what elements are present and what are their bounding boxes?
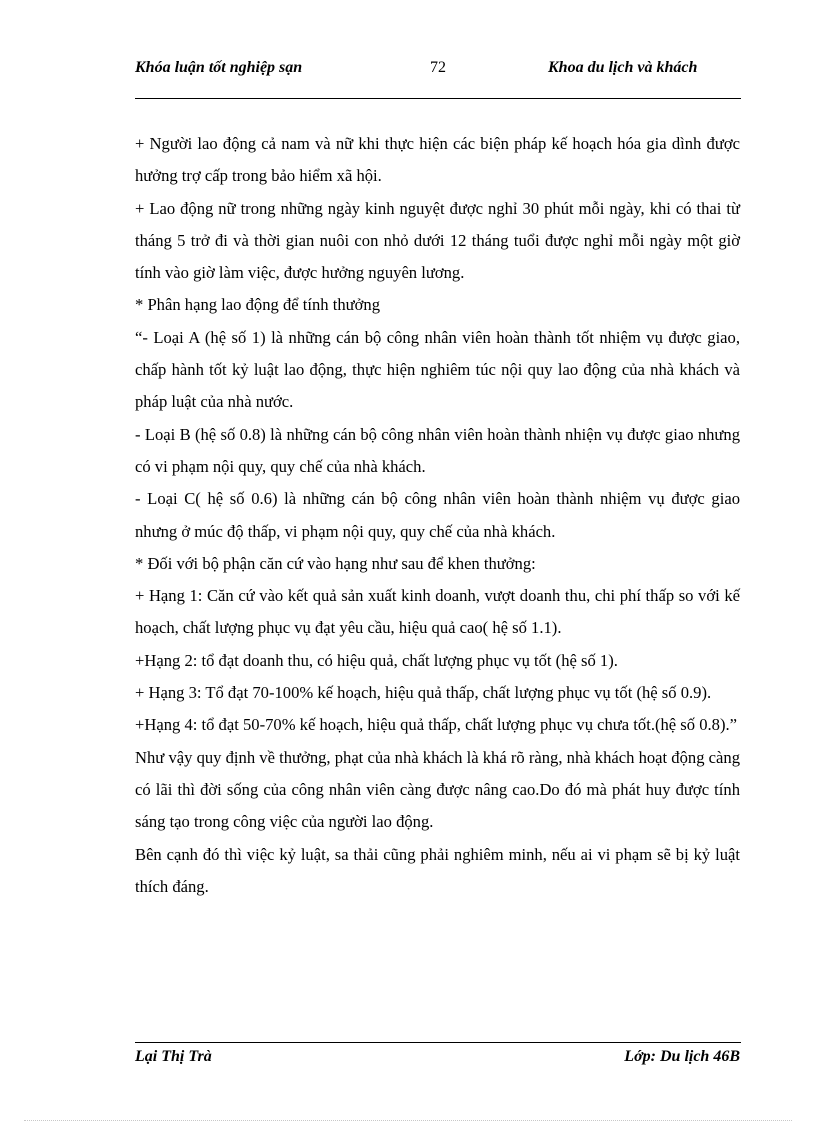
paragraph: - Loại B (hệ số 0.8) là những cán bộ công nhân viên hoàn thành nhiện vụ được giao nhưng có vi phạm nội quy, quy chế của nhà khách. bbox=[135, 424, 740, 476]
paragraph: Bên cạnh đó thì việc kỷ luật, sa thải cũng phải nghiêm minh, nếu ai vi phạm sẽ bị kỷ luật thích đáng. bbox=[135, 844, 740, 896]
header-thesis-title: Khóa luận tốt nghiệp sạn bbox=[135, 59, 303, 76]
paragraph: + Lao động nữ trong những ngày kinh nguyệt được nghỉ 30 phút mỗi ngày, khi có thai từ tháng 5 trở đi và thời gian nuôi con nhỏ dưới 12 tháng tuổi được nghỉ mỗi ngày một giờ tính vào giờ làm việc, được hưởng nguyên lương. bbox=[135, 198, 740, 283]
paragraph: + Hạng 1: Căn cứ vào kết quả sản xuất kinh doanh, vượt doanh thu, chi phí thấp so với kế hoạch, chất lượng phục vụ đạt yêu cầu, hiệu quả cao( hệ số 1.1). bbox=[135, 586, 740, 638]
header-page-number: 72 bbox=[430, 59, 446, 76]
header-divider bbox=[135, 98, 741, 99]
paragraph: +Hạng 2: tổ đạt doanh thu, có hiệu quả, chất lượng phục vụ tốt (hệ số 1). bbox=[135, 650, 618, 670]
paragraph: + Người lao động cả nam và nữ khi thực hiện các biện pháp kế hoạch hóa gia dình được hưởng trợ cấp trong bảo hiểm xã hội. bbox=[135, 134, 740, 186]
paragraph: + Hạng 3: Tổ đạt 70-100% kế hoạch, hiệu quả thấp, chất lượng phục vụ tốt (hệ số 0.9). bbox=[135, 683, 712, 703]
paragraph: +Hạng 4: tổ đạt 50-70% kế hoạch, hiệu quả thấp, chất lượng phục vụ chưa tốt.(hệ số 0.8).” bbox=[135, 715, 737, 735]
paragraph: “- Loại A (hệ số 1) là những cán bộ công nhân viên hoàn thành tốt nhiệm vụ được giao, chấp hành tốt kỷ luật lao động, thực hiện nghiêm túc nội quy lao động của nhà khách và pháp luật của nhà nước. bbox=[135, 327, 740, 412]
footer-divider bbox=[135, 1042, 741, 1043]
footer-class: Lớp: Du lịch 46B bbox=[624, 1048, 740, 1065]
paragraph: - Loại C( hệ số 0.6) là những cán bộ công nhân viên hoàn thành nhiệm vụ được giao nhưng ở múc độ thấp, vi phạm nội quy, quy chế của nhà khách. bbox=[135, 489, 740, 541]
paragraph: * Đối với bộ phận căn cứ vào hạng như sau để khen thưởng: bbox=[135, 553, 536, 573]
page-bottom-edge bbox=[24, 1120, 792, 1121]
header-faculty: Khoa du lịch và khách bbox=[548, 59, 698, 76]
body-text bbox=[135, 128, 740, 903]
footer-author: Lại Thị Trà bbox=[135, 1048, 212, 1065]
paragraph: Như vậy quy định về thưởng, phạt của nhà khách là khá rõ ràng, nhà khách hoạt động càng có lãi thì đời sống của công nhân viên càng được nâng cao.Do đó mà phát huy được tính sáng tạo trong công việc của người lao động. bbox=[135, 747, 740, 832]
paragraph: * Phân hạng lao động để tính thưởng bbox=[135, 295, 380, 315]
